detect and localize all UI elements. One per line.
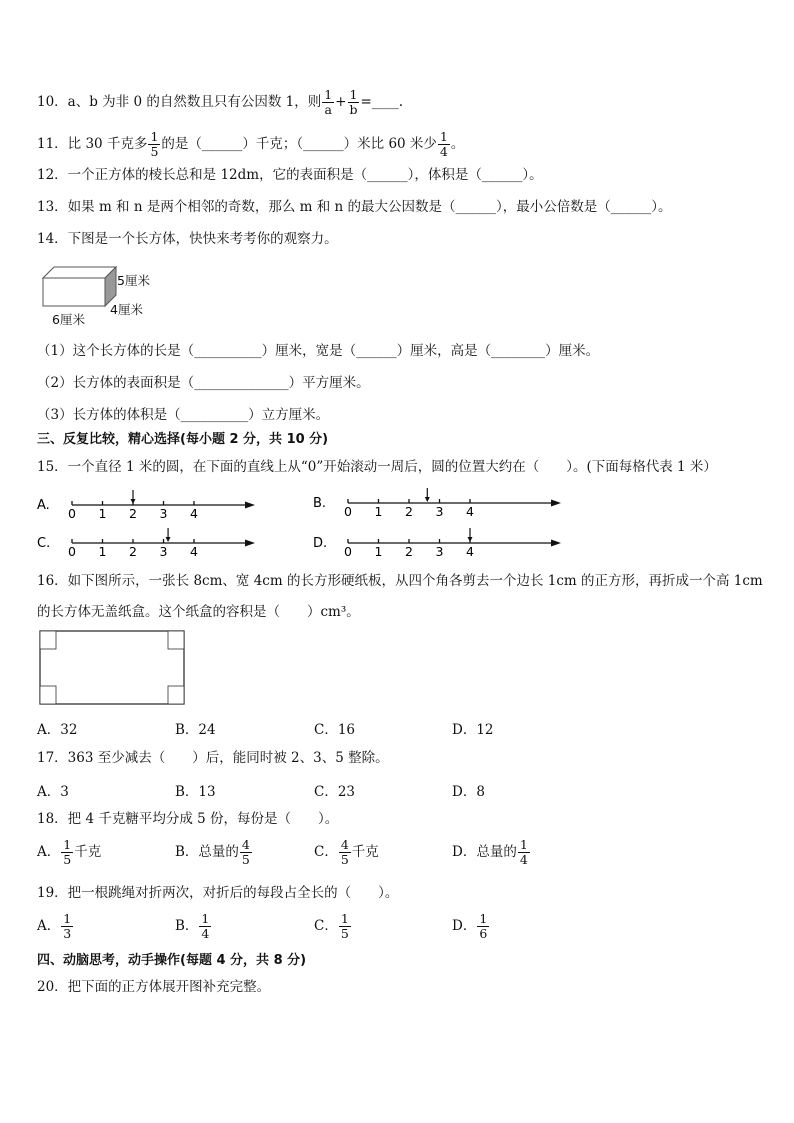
- tick-label: 1: [374, 504, 383, 518]
- q17-option-B[interactable]: B．13: [175, 784, 216, 800]
- tick-label: 4: [190, 544, 198, 558]
- question-15: 15．一个直径 1 米的圆，在下面的直线上从“0”开始滚动一周后，圆的位置大约在（ ）。(下面每格代表 1 米）: [37, 459, 717, 475]
- q15-option-B[interactable]: [313, 488, 563, 518]
- question-18: 18．把 4 千克糖平均分成 5 份，每份是（ ）。: [37, 811, 339, 827]
- q16-option-D[interactable]: D．12: [452, 722, 494, 738]
- tick-label: 3: [159, 544, 168, 558]
- section-4-heading: 四、动脑思考，动手操作(每题 4 分，共 8 分): [37, 953, 307, 968]
- q10-text: 10．a、b 为非 0 的自然数且只有公因数 1，则: [37, 94, 322, 110]
- tick-label: 0: [344, 544, 352, 558]
- question-17: 17．363 至少减去（ ）后，能同时被 2、3、5 整除。: [37, 750, 389, 766]
- tick-label: 3: [435, 504, 444, 518]
- number-line-arrowhead: [245, 502, 255, 509]
- option-label: C.: [37, 536, 51, 551]
- q19-option-D[interactable]: D． $\frac{1}{6}$: [452, 911, 488, 941]
- question-14: 14．下图是一个长方体，快快来考考你的观察力。: [37, 231, 338, 247]
- q10-fraction-2: $\frac{1}{b}$: [349, 87, 358, 117]
- tick-label: 4: [466, 504, 474, 518]
- number-line-arrowhead: [245, 540, 255, 547]
- tick-label: 4: [190, 506, 198, 520]
- option-label: A.: [37, 498, 50, 513]
- tick-label: 2: [405, 504, 413, 518]
- tick-label: 0: [68, 506, 76, 520]
- position-arrowhead: [166, 537, 171, 542]
- q17-option-D[interactable]: D．8: [452, 784, 485, 800]
- q19-option-A[interactable]: A． $\frac{1}{3}$: [37, 911, 72, 941]
- q18-option-C[interactable]: C． $\frac{4}{5}$ 千克: [314, 837, 379, 867]
- q15-option-C[interactable]: [37, 528, 267, 558]
- position-arrowhead: [131, 499, 136, 504]
- cardboard-figure: [37, 628, 189, 708]
- question-10: 10．a、b 为非 0 的自然数且只有公因数 1，则 $\frac{1}{a}$ + $\frac{1}{b}$ =____.: [37, 87, 404, 117]
- tick-label: 1: [98, 506, 107, 520]
- q18-option-B[interactable]: B．总量的 $\frac{4}{5}$: [175, 837, 250, 867]
- q16-option-B[interactable]: B．24: [175, 722, 216, 738]
- question-14-sub3: （3）长方体的体积是（__________）立方厘米。: [37, 407, 330, 423]
- tick-label: 2: [129, 506, 137, 520]
- q16-option-C[interactable]: C．16: [314, 722, 356, 738]
- q11-fraction-1: $\frac{1}{5}$: [150, 129, 159, 159]
- option-label: B.: [313, 496, 327, 511]
- tick-label: 1: [98, 544, 107, 558]
- q10-fraction-1: $\frac{1}{a}$: [324, 87, 333, 117]
- q15-option-D[interactable]: [313, 528, 563, 558]
- question-20: 20．把下面的正方体展开图补充完整。: [37, 979, 271, 995]
- q19-option-C[interactable]: C． $\frac{1}{5}$: [314, 911, 349, 941]
- q19-option-B[interactable]: B． $\frac{1}{4}$: [175, 911, 210, 941]
- tick-label: 3: [435, 544, 444, 558]
- q17-option-C[interactable]: C．23: [314, 784, 356, 800]
- tick-label: 0: [344, 504, 352, 518]
- position-arrowhead: [468, 537, 473, 542]
- q18-option-D[interactable]: D．总量的 $\frac{1}{4}$: [452, 837, 528, 867]
- q18-option-A[interactable]: A． $\frac{1}{5}$ 千克: [37, 837, 102, 867]
- question-16-line2: 的长方体无盖纸盒。这个纸盒的容积是（ ）cm³。: [37, 604, 360, 620]
- q15-option-A[interactable]: [37, 490, 267, 520]
- number-line-arrowhead: [551, 500, 561, 507]
- tick-label: 4: [466, 544, 474, 558]
- q16-option-A[interactable]: A．32: [37, 722, 78, 738]
- q11-fraction-2: $\frac{1}{4}$: [439, 129, 448, 159]
- number-line-arrowhead: [551, 540, 561, 547]
- question-12: 12．一个正方体的棱长总和是 12dm，它的表面积是（______），体积是（______）。: [37, 167, 543, 183]
- tick-label: 3: [159, 506, 168, 520]
- tick-label: 1: [374, 544, 383, 558]
- question-11: 11．比 30 千克多 $\frac{1}{5}$ 的是（______）千克；（______）米比 60 米少 $\frac{1}{4}$ 。: [37, 129, 465, 159]
- cuboid-height-label: 5厘米: [117, 273, 150, 288]
- q17-option-A[interactable]: A．3: [37, 784, 69, 800]
- question-14-sub2: （2）长方体的表面积是（______________）平方厘米。: [37, 375, 370, 391]
- question-19: 19．把一根跳绳对折两次，对折后的每段占全长的（ ）。: [37, 885, 399, 901]
- position-arrowhead: [425, 497, 430, 502]
- tick-label: 0: [68, 544, 76, 558]
- option-label: D.: [313, 536, 328, 551]
- question-14-sub1: （1）这个长方体的长是（__________）厘米，宽是（______）厘米，高是（________）厘米。: [37, 343, 600, 359]
- cuboid-length-label: 6厘米: [52, 312, 85, 327]
- cuboid-width-label: 4厘米: [110, 302, 143, 317]
- question-13: 13．如果 m 和 n 是两个相邻的奇数，那么 m 和 n 的最大公因数是（______），最小公倍数是（______）。: [37, 199, 672, 215]
- question-16-line1: 16．如下图所示，一张长 8cm、宽 4cm 的长方形硬纸板，从四个角各剪去一个边长 1cm 的正方形，再折成一个高 1cm: [37, 573, 763, 589]
- section-3-heading: 三、反复比较，精心选择(每小题 2 分，共 10 分): [37, 432, 329, 447]
- tick-label: 2: [129, 544, 137, 558]
- tick-label: 2: [405, 544, 413, 558]
